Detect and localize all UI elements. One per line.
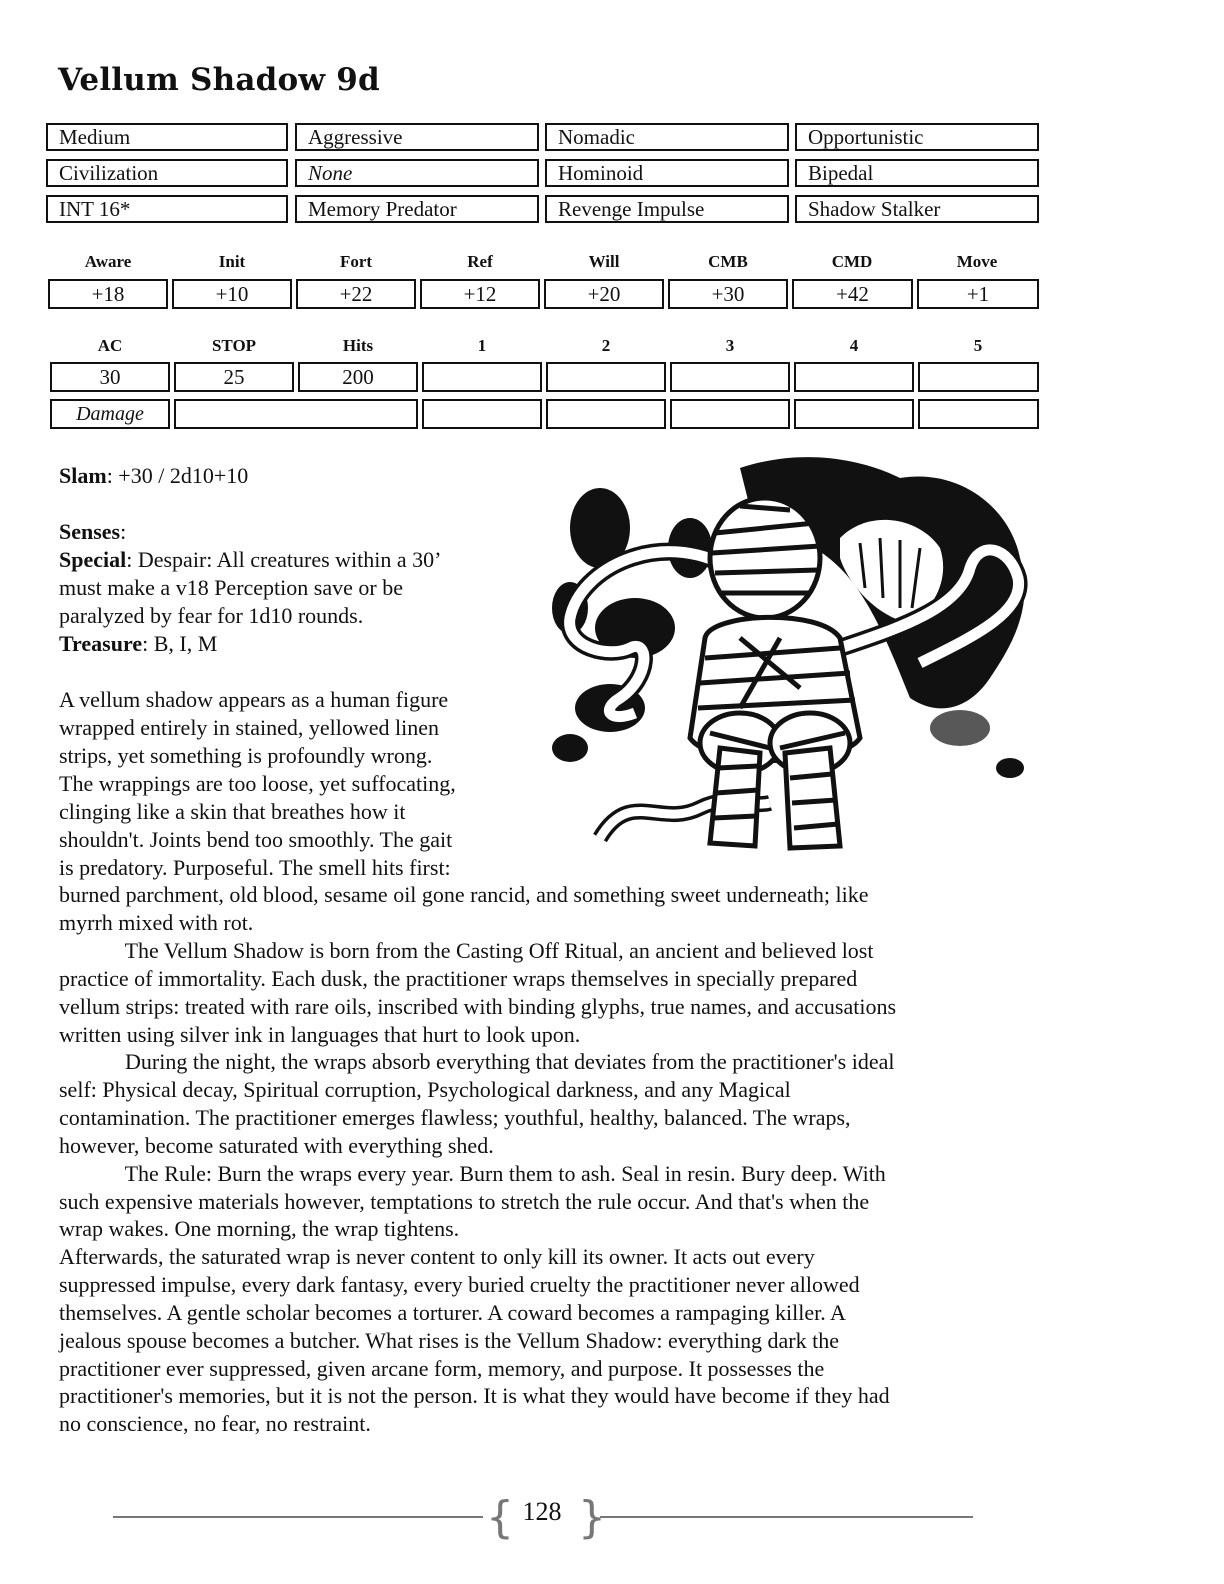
combat-header: AC bbox=[97, 336, 123, 355]
description-line: wrap wakes. One morning, the wrap tightens. bbox=[59, 1216, 460, 1241]
stat-header: Move bbox=[956, 252, 998, 271]
damage-box-3[interactable] bbox=[670, 399, 790, 429]
stat-header: Init bbox=[218, 252, 246, 271]
tag-ability-2: Revenge Impulse bbox=[545, 195, 789, 223]
hit-box-4[interactable] bbox=[794, 362, 914, 392]
left-brace-icon: { bbox=[486, 1492, 514, 1543]
description-line: wrapped entirely in stained, yellowed linen bbox=[59, 715, 439, 740]
damage-box-4[interactable] bbox=[794, 399, 914, 429]
slam-value: : +30 / 2d10+10 bbox=[106, 463, 249, 488]
senses-line bbox=[59, 518, 126, 546]
tag-none: None bbox=[295, 159, 539, 187]
description-line: vellum strips: treated with rare oils, inscribed with binding glyphs, true names, and accusations bbox=[59, 994, 897, 1019]
hits-value: 200 bbox=[298, 362, 418, 392]
combat-header: STOP bbox=[211, 336, 257, 355]
description-line: contamination. The practitioner emerges flawless; youthful, healthy, balanced. The wraps, bbox=[59, 1105, 851, 1130]
footer-rule-left bbox=[113, 1516, 483, 1518]
stat-value: +30 bbox=[668, 279, 788, 309]
tag-ability-1: Memory Predator bbox=[295, 195, 539, 223]
stat-value: +1 bbox=[917, 279, 1039, 309]
description-line: burned parchment, old blood, sesame oil gone rancid, and something sweet underneath; like bbox=[59, 882, 869, 907]
description-line: such expensive materials however, temptations to stretch the rule occur. And that's when the bbox=[59, 1189, 870, 1214]
description-line: practitioner ever suppressed, given arcane form, memory, and purpose. It possesses the bbox=[59, 1356, 825, 1381]
description-line: strips, yet something is profoundly wrong. bbox=[59, 743, 433, 768]
page-number: 128 bbox=[522, 1497, 562, 1526]
stop-value: 25 bbox=[174, 362, 294, 392]
description-line: practice of immortality. Each dusk, the practitioner wraps themselves in specially prepared bbox=[59, 966, 858, 991]
description-line: self: Physical decay, Spiritual corruption, Psychological darkness, and any Magical bbox=[59, 1077, 791, 1102]
stat-header: Ref bbox=[467, 252, 493, 271]
combat-header: 2 bbox=[601, 336, 611, 355]
tag-temperament: Aggressive bbox=[295, 123, 539, 151]
senses-label: Senses bbox=[59, 519, 121, 544]
description-line: however, become saturated with everything shed. bbox=[59, 1133, 494, 1158]
description-line: no conscience, no fear, no restraint. bbox=[59, 1411, 371, 1436]
description-line: clinging like a skin that breathes how it bbox=[59, 799, 406, 824]
combat-header: Hits bbox=[342, 336, 374, 355]
tag-environment: Civilization bbox=[46, 159, 288, 187]
stat-header: Fort bbox=[339, 252, 373, 271]
vellum-shadow-illustration bbox=[540, 448, 1040, 868]
right-brace-icon: } bbox=[578, 1492, 606, 1543]
tag-type: Hominoid bbox=[545, 159, 789, 187]
hit-box-3[interactable] bbox=[670, 362, 790, 392]
description-line: practitioner's memories, but it is not the person. It is what they would have become if they had bbox=[59, 1383, 890, 1408]
combat-header: 1 bbox=[477, 336, 487, 355]
damage-box-5[interactable] bbox=[918, 399, 1039, 429]
damage-label: Damage bbox=[50, 399, 170, 429]
description-line: written using silver ink in languages that hurt to look upon. bbox=[59, 1022, 581, 1047]
special-line: paralyzed by fear for 1d10 rounds. bbox=[59, 603, 364, 628]
hit-box-5[interactable] bbox=[918, 362, 1039, 392]
hit-box-2[interactable] bbox=[546, 362, 666, 392]
stat-value: +18 bbox=[48, 279, 168, 309]
description-line: suppressed impulse, every dark fantasy, every buried cruelty the practitioner never allowed bbox=[59, 1272, 860, 1297]
stat-value: +42 bbox=[792, 279, 913, 309]
description-line: is predatory. Purposeful. The smell hits first: bbox=[59, 855, 451, 880]
description-line: During the night, the wraps absorb everything that deviates from the practitioner's ideal bbox=[59, 1049, 895, 1074]
page-title: Vellum Shadow 9d bbox=[58, 62, 380, 98]
description-line: A vellum shadow appears as a human figure bbox=[59, 687, 449, 712]
hit-box-1[interactable] bbox=[422, 362, 542, 392]
stat-header: CMB bbox=[708, 252, 748, 271]
damage-box[interactable] bbox=[174, 399, 418, 429]
stat-header: CMD bbox=[831, 252, 873, 271]
description-line: Afterwards, the saturated wrap is never content to only kill its owner. It acts out every bbox=[59, 1244, 815, 1269]
ac-value: 30 bbox=[50, 362, 170, 392]
stat-value: +10 bbox=[172, 279, 292, 309]
tag-int: INT 16* bbox=[46, 195, 288, 223]
combat-header: 3 bbox=[725, 336, 735, 355]
special-block bbox=[59, 546, 529, 658]
stat-value: +22 bbox=[296, 279, 416, 309]
description-line: The Rule: Burn the wraps every year. Burn them to ash. Seal in resin. Bury deep. With bbox=[59, 1161, 886, 1186]
senses-value: : bbox=[120, 519, 127, 544]
treasure-line bbox=[59, 630, 529, 658]
tag-ability-3: Shadow Stalker bbox=[795, 195, 1039, 223]
slam-label: Slam bbox=[59, 463, 107, 488]
description-line: myrrh mixed with rot. bbox=[59, 910, 254, 935]
tag-size: Medium bbox=[46, 123, 288, 151]
combat-header: 4 bbox=[849, 336, 859, 355]
special-label: Special bbox=[59, 547, 127, 572]
tag-habitat: Nomadic bbox=[545, 123, 789, 151]
treasure-label: Treasure bbox=[59, 631, 143, 656]
footer-rule-right bbox=[600, 1516, 973, 1518]
description-line: themselves. A gentle scholar becomes a torturer. A coward becomes a rampaging killer. A bbox=[59, 1300, 846, 1325]
stat-value: +12 bbox=[420, 279, 540, 309]
stat-value: +20 bbox=[544, 279, 664, 309]
tag-locomotion: Bipedal bbox=[795, 159, 1039, 187]
treasure-value: : B, I, M bbox=[142, 631, 218, 656]
damage-box-1[interactable] bbox=[422, 399, 542, 429]
combat-header: 5 bbox=[973, 336, 983, 355]
stat-header: Will bbox=[588, 252, 620, 271]
description-line: jealous spouse becomes a butcher. What rises is the Vellum Shadow: everything dark the bbox=[59, 1328, 840, 1353]
description-line: The wrappings are too loose, yet suffocating, bbox=[59, 771, 456, 796]
slam-line bbox=[59, 462, 248, 490]
tag-behavior: Opportunistic bbox=[795, 123, 1039, 151]
description-line: The Vellum Shadow is born from the Casting Off Ritual, an ancient and believed lost bbox=[59, 938, 874, 963]
special-line: must make a v18 Perception save or be bbox=[59, 575, 403, 600]
special-line: Special: Despair: All creatures within a 30’ bbox=[59, 547, 442, 572]
damage-box-2[interactable] bbox=[546, 399, 666, 429]
stat-header: Aware bbox=[84, 252, 132, 271]
description-line: shouldn't. Joints bend too smoothly. The gait bbox=[59, 827, 453, 852]
